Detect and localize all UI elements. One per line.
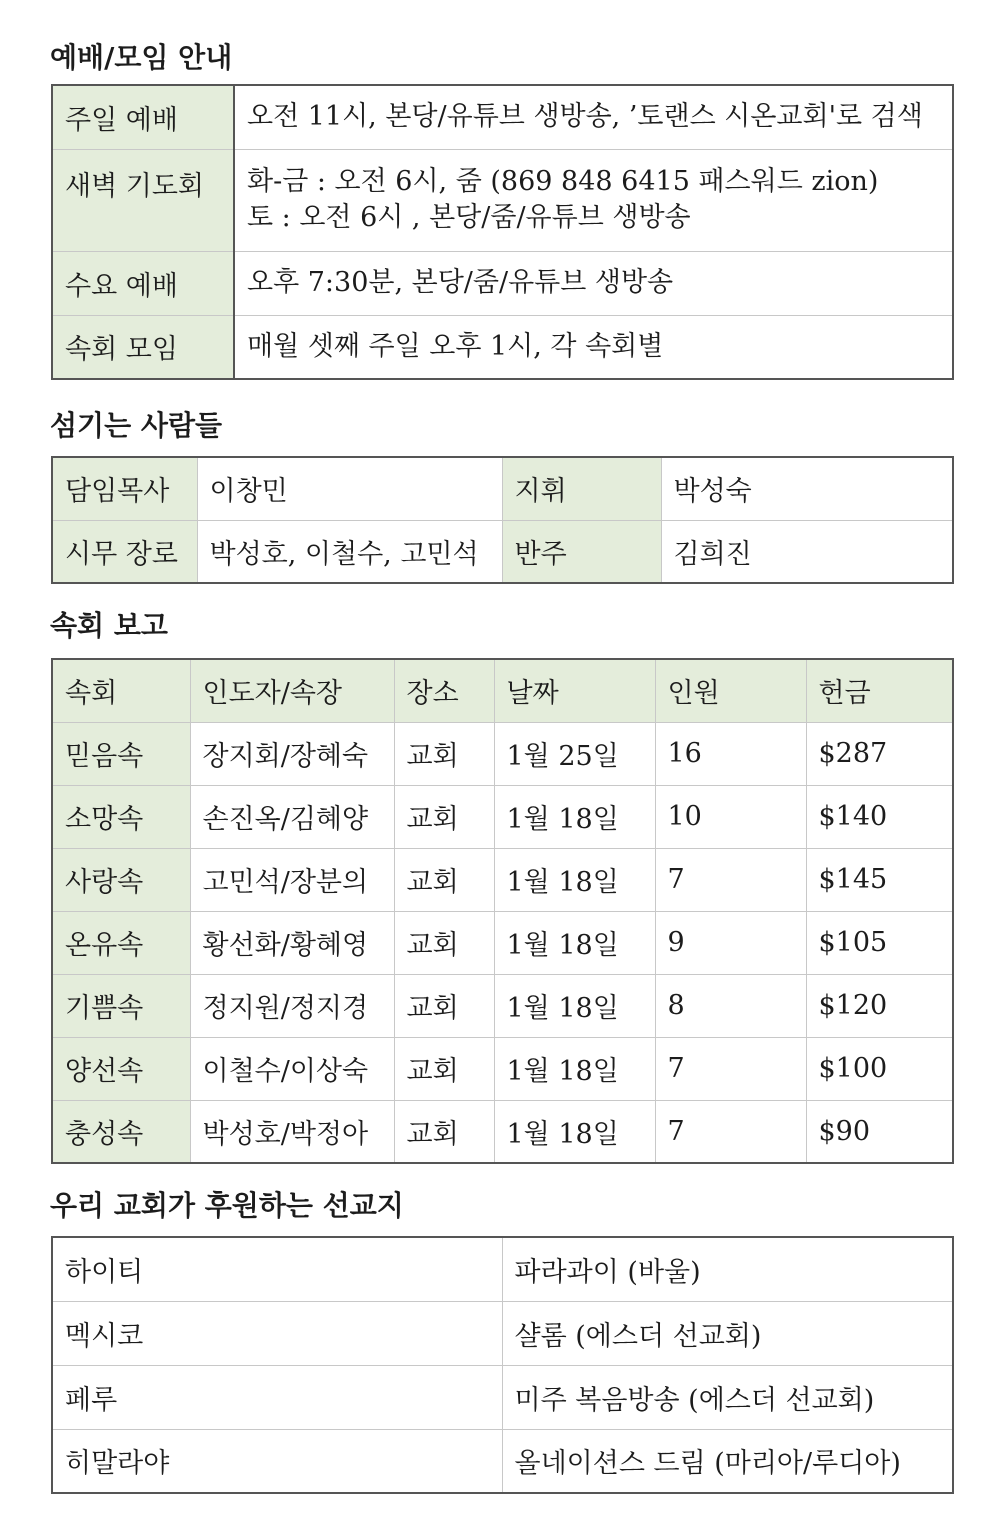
cell-attendance: 7 (655, 848, 806, 911)
role-person: 박성숙 (661, 457, 953, 520)
column-header: 헌금 (806, 659, 953, 722)
table-row (52, 911, 953, 974)
mission-field: 하이티 (52, 1237, 502, 1301)
cell-attendance: 16 (655, 722, 806, 785)
cell-offering: $120 (806, 974, 953, 1037)
cell-group-name: 믿음속 (52, 722, 190, 785)
cell-offering: $287 (806, 722, 953, 785)
table-row (52, 1301, 953, 1365)
cell-offering: $140 (806, 785, 953, 848)
cell-offering: $100 (806, 1037, 953, 1100)
table-row (52, 1237, 953, 1301)
service-detail: 오후 7:30분, 본당/줌/유튜브 생방송 (234, 251, 953, 315)
table-header-row (52, 659, 953, 722)
cell-date: 1월 18일 (494, 848, 655, 911)
cell-report-table (51, 658, 954, 1164)
cell-group-name: 양선속 (52, 1037, 190, 1100)
service-detail: 오전 11시, 본당/유튜브 생방송, ’토랜스 시온교회'로 검색 (234, 85, 953, 149)
cell-leaders: 고민석/장분의 (190, 848, 394, 911)
cell-place: 교회 (394, 911, 494, 974)
table-row (52, 520, 953, 583)
cell-date: 1월 18일 (494, 785, 655, 848)
cell-date: 1월 18일 (494, 1100, 655, 1163)
cell-offering: $105 (806, 911, 953, 974)
column-header: 날짜 (494, 659, 655, 722)
cell-leaders: 박성호/박정아 (190, 1100, 394, 1163)
column-header: 인도자/속장 (190, 659, 394, 722)
cell-place: 교회 (394, 722, 494, 785)
cell-leaders: 황선화/황혜영 (190, 911, 394, 974)
table-row (52, 315, 953, 379)
cell-group-name: 소망속 (52, 785, 190, 848)
table-row (52, 848, 953, 911)
mission-field: 파라과이 (바울) (502, 1237, 953, 1301)
service-label: 주일 예배 (52, 85, 234, 149)
cell-place: 교회 (394, 1037, 494, 1100)
cell-attendance: 7 (655, 1037, 806, 1100)
cell-place: 교회 (394, 848, 494, 911)
mission-field: 히말라야 (52, 1429, 502, 1493)
cell-attendance: 7 (655, 1100, 806, 1163)
role-label: 시무 장로 (52, 520, 197, 583)
cell-group-name: 충성속 (52, 1100, 190, 1163)
column-header: 속회 (52, 659, 190, 722)
cell-report-title: 속회 보고 (50, 609, 168, 642)
servants-table (51, 456, 954, 584)
services-table (51, 84, 954, 380)
cell-attendance: 10 (655, 785, 806, 848)
service-label: 새벽 기도회 (52, 149, 234, 251)
cell-leaders: 손진옥/김혜양 (190, 785, 394, 848)
column-header: 인원 (655, 659, 806, 722)
mission-field: 페루 (52, 1365, 502, 1429)
cell-date: 1월 18일 (494, 911, 655, 974)
table-row (52, 722, 953, 785)
cell-group-name: 기쁨속 (52, 974, 190, 1037)
table-row (52, 974, 953, 1037)
role-label: 반주 (502, 520, 661, 583)
missions-table (51, 1236, 954, 1494)
mission-field: 올네이션스 드림 (마리아/루디아) (502, 1429, 953, 1493)
mission-field: 미주 복음방송 (에스더 선교회) (502, 1365, 953, 1429)
role-label: 지휘 (502, 457, 661, 520)
table-row (52, 457, 953, 520)
service-detail: 화-금 : 오전 6시, 줌 (869 848 6415 패스워드 zion) 토 : 오전 6시 , 본당/줌/유튜브 생방송 (234, 149, 953, 251)
service-label: 속회 모임 (52, 315, 234, 379)
service-label: 수요 예배 (52, 251, 234, 315)
table-row (52, 785, 953, 848)
cell-place: 교회 (394, 785, 494, 848)
services-title: 예배/모임 안내 (50, 41, 233, 74)
cell-attendance: 9 (655, 911, 806, 974)
cell-leaders: 정지원/정지경 (190, 974, 394, 1037)
cell-date: 1월 18일 (494, 974, 655, 1037)
table-row (52, 149, 953, 251)
mission-field: 멕시코 (52, 1301, 502, 1365)
table-row (52, 1365, 953, 1429)
cell-date: 1월 18일 (494, 1037, 655, 1100)
cell-offering: $90 (806, 1100, 953, 1163)
cell-date: 1월 25일 (494, 722, 655, 785)
cell-group-name: 온유속 (52, 911, 190, 974)
table-row (52, 1429, 953, 1493)
servants-title: 섬기는 사람들 (50, 409, 223, 442)
cell-leaders: 이철수/이상숙 (190, 1037, 394, 1100)
cell-leaders: 장지회/장혜숙 (190, 722, 394, 785)
role-person: 박성호, 이철수, 고민석 (197, 520, 502, 583)
cell-group-name: 사랑속 (52, 848, 190, 911)
table-row (52, 85, 953, 149)
table-row (52, 1100, 953, 1163)
table-row (52, 251, 953, 315)
table-row (52, 1037, 953, 1100)
role-person: 이창민 (197, 457, 502, 520)
cell-offering: $145 (806, 848, 953, 911)
mission-field: 샬롬 (에스더 선교회) (502, 1301, 953, 1365)
missions-title: 우리 교회가 후원하는 선교지 (50, 1189, 404, 1222)
cell-attendance: 8 (655, 974, 806, 1037)
service-detail: 매월 셋째 주일 오후 1시, 각 속회별 (234, 315, 953, 379)
cell-place: 교회 (394, 1100, 494, 1163)
cell-place: 교회 (394, 974, 494, 1037)
role-label: 담임목사 (52, 457, 197, 520)
role-person: 김희진 (661, 520, 953, 583)
column-header: 장소 (394, 659, 494, 722)
